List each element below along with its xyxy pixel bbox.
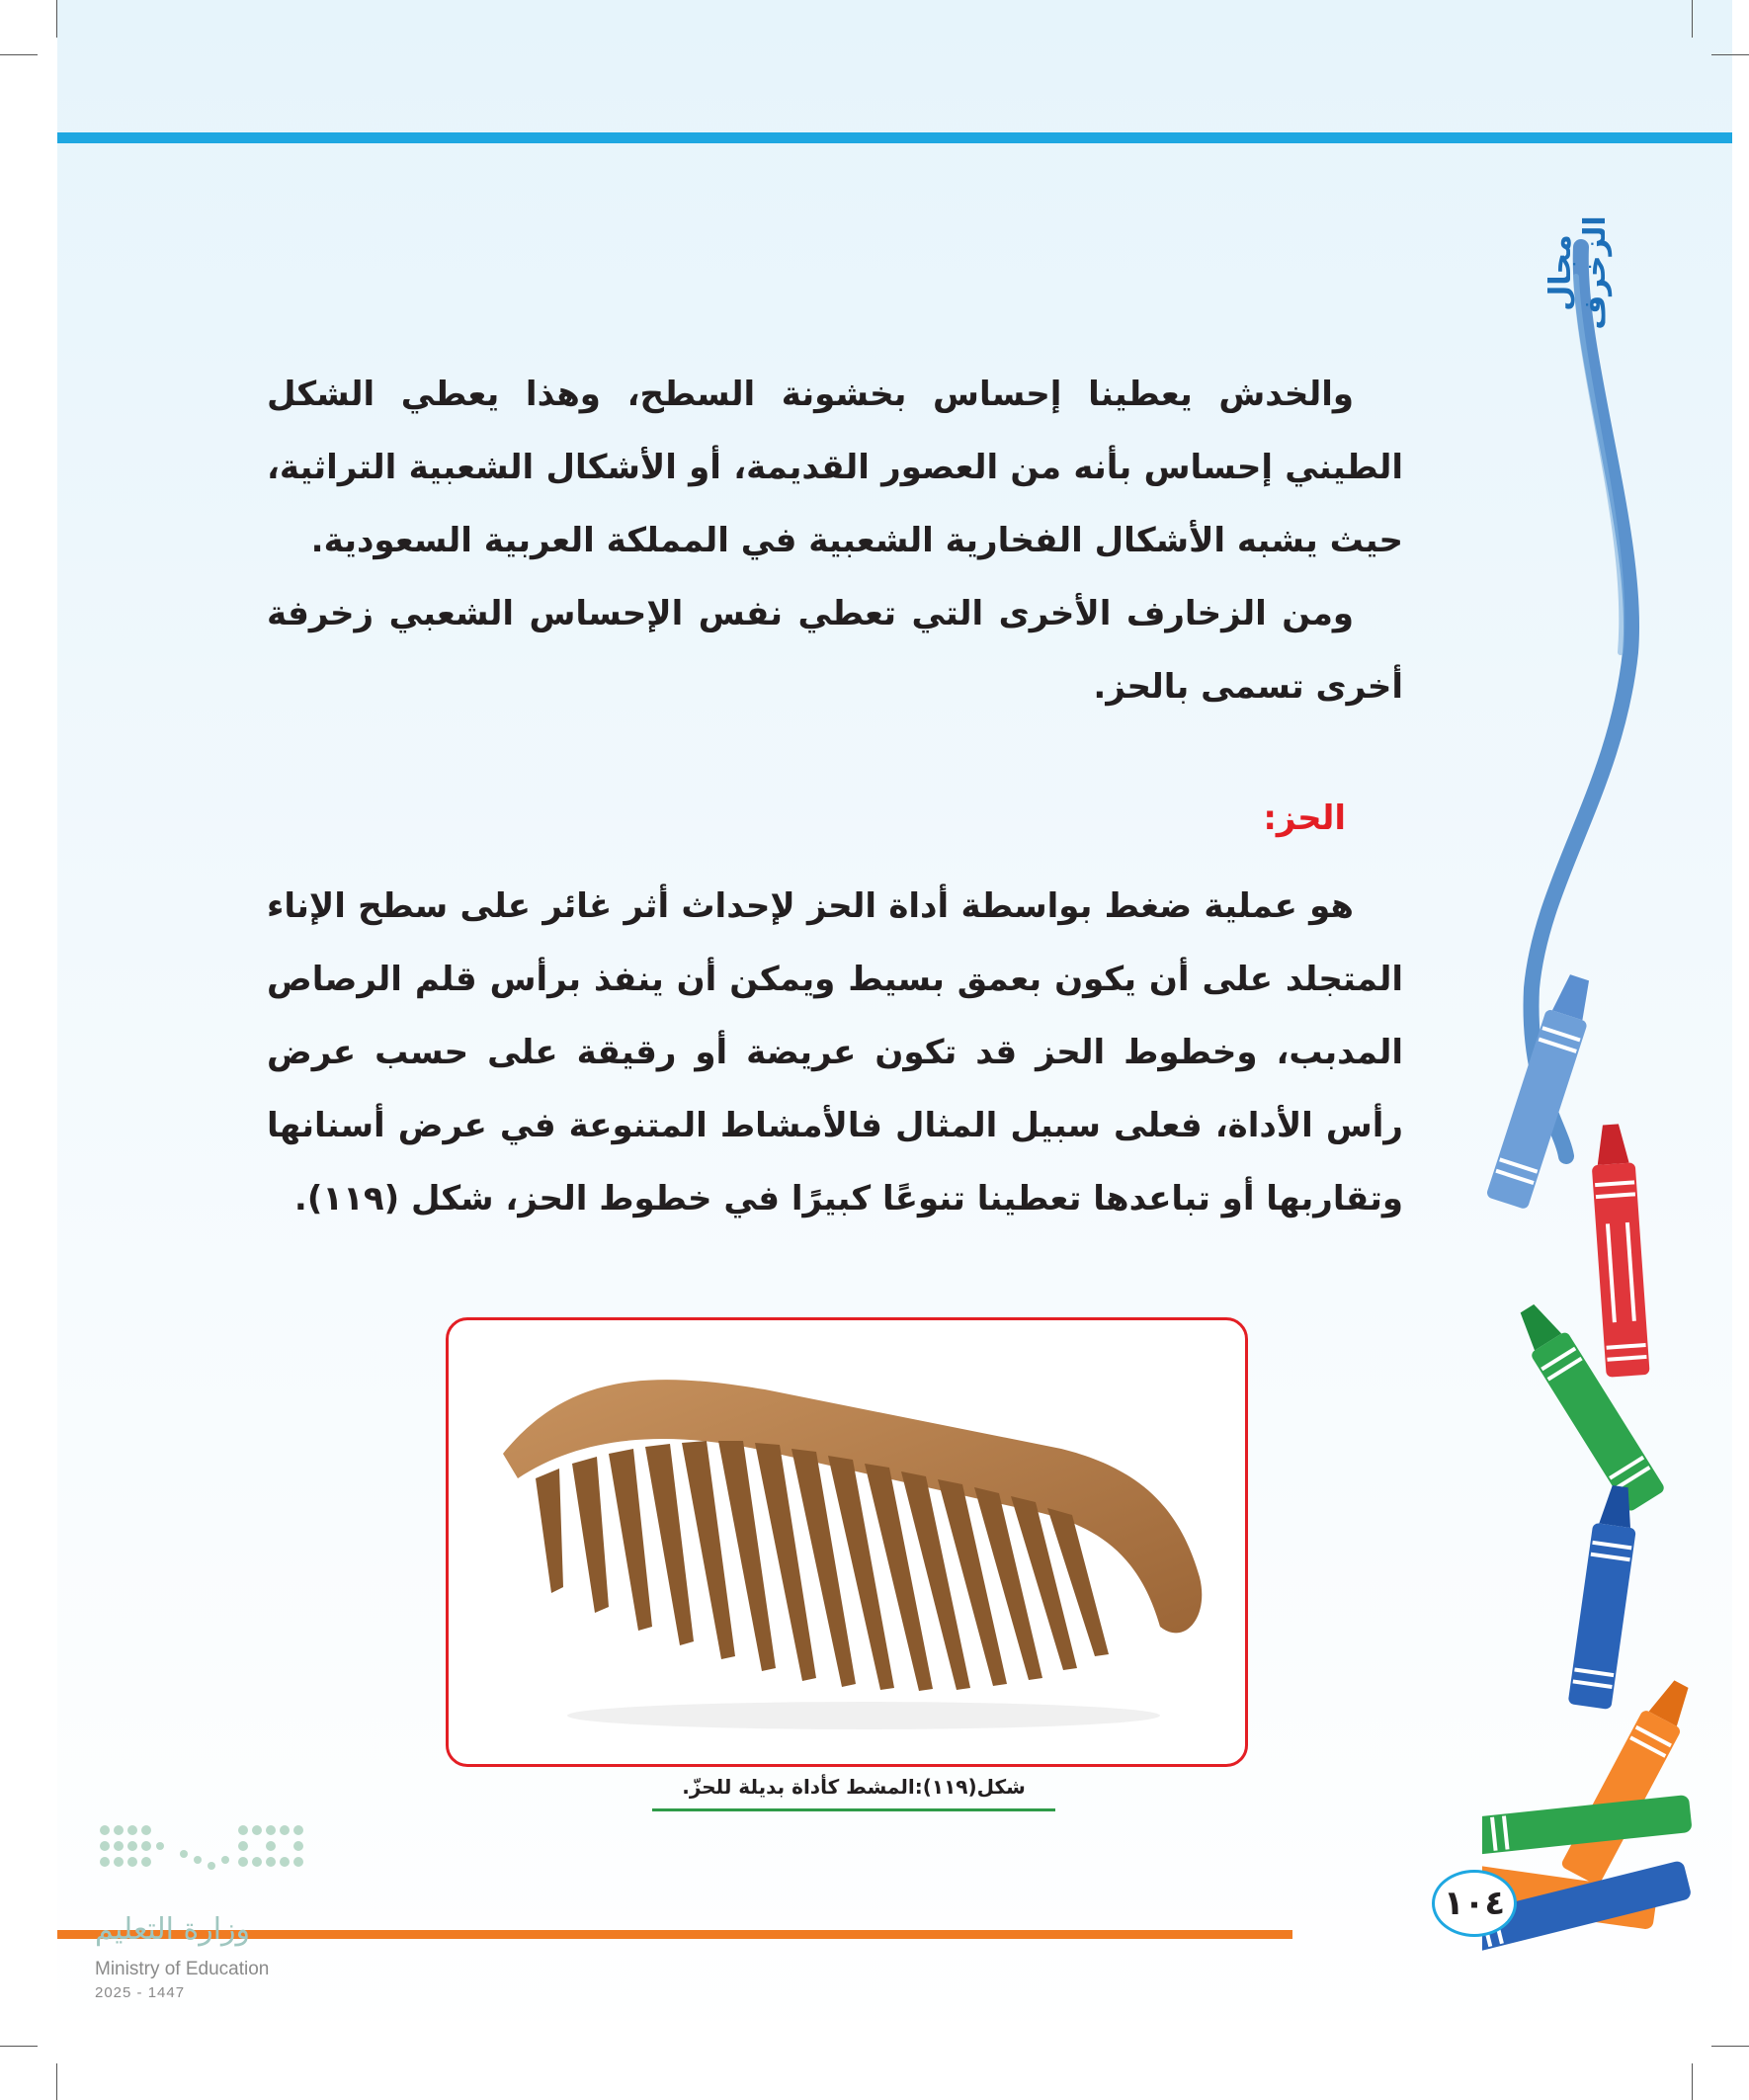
- section-heading-incision: الحز:: [1263, 798, 1346, 838]
- paragraph-other-decorations: ومن الزخارف الأخرى التي تعطي نفس الإحساس الشعبي زخرفة أخرى تسمى بالحز.: [267, 594, 1403, 707]
- crayons-decoration: [1482, 237, 1709, 2006]
- paragraph-incision-definition: هو عملية ضغط بواسطة أداة الحز لإحداث أثر غائر على سطح الإناء المتجلد على أن يكون بعمق بسيط ويمكن أن ينفذ برأس قلم الرصاص المدبب، وخطوط الحز قد تكون عريضة أو رقيقة على حسب عرض رأس الأداة، فعلى سبيل المثال فالأمشاط المتنوعة في عرض أسنانها وتقاربها أو تباعدها تعطينا تنوعًا كبيرًا في خطوط الحز، شكل (١١٩).: [267, 886, 1403, 1218]
- crop-mark: [1711, 54, 1749, 55]
- crop-mark: [0, 54, 38, 55]
- ministry-name-arabic: وزارة التعليم: [95, 1912, 251, 1947]
- crop-mark: [1692, 0, 1693, 38]
- figure-caption: شكل(١١٩):المشط كأداة بديلة للحزّ.: [652, 1775, 1055, 1811]
- crop-mark: [1711, 2046, 1749, 2047]
- crop-mark: [56, 2063, 57, 2100]
- crop-mark: [56, 0, 57, 38]
- crop-mark: [0, 2046, 38, 2047]
- paragraph-scratching: والخدش يعطينا إحساس بخشونة السطح، وهذا يعطي الشكل الطيني إحساس بأنه من العصور القديمة، أو الأشكال الشعبية التراثية، حيث يشبه الأشكال الفخارية الشعبية في المملكة العربية السعودية.: [267, 375, 1403, 560]
- ministry-year: 2025 - 1447: [95, 1984, 186, 2001]
- chapter-side-title: مجال الزخرف: [1543, 215, 1613, 330]
- wooden-comb-image: [449, 1320, 1245, 1764]
- ministry-logo-icon: [95, 1820, 312, 1909]
- figure-frame: [446, 1317, 1248, 1767]
- top-rule: [57, 132, 1732, 143]
- page-number: ١٠٤: [1432, 1870, 1517, 1937]
- ministry-name-english: Ministry of Education: [95, 1959, 270, 1979]
- crop-mark: [1692, 2063, 1693, 2100]
